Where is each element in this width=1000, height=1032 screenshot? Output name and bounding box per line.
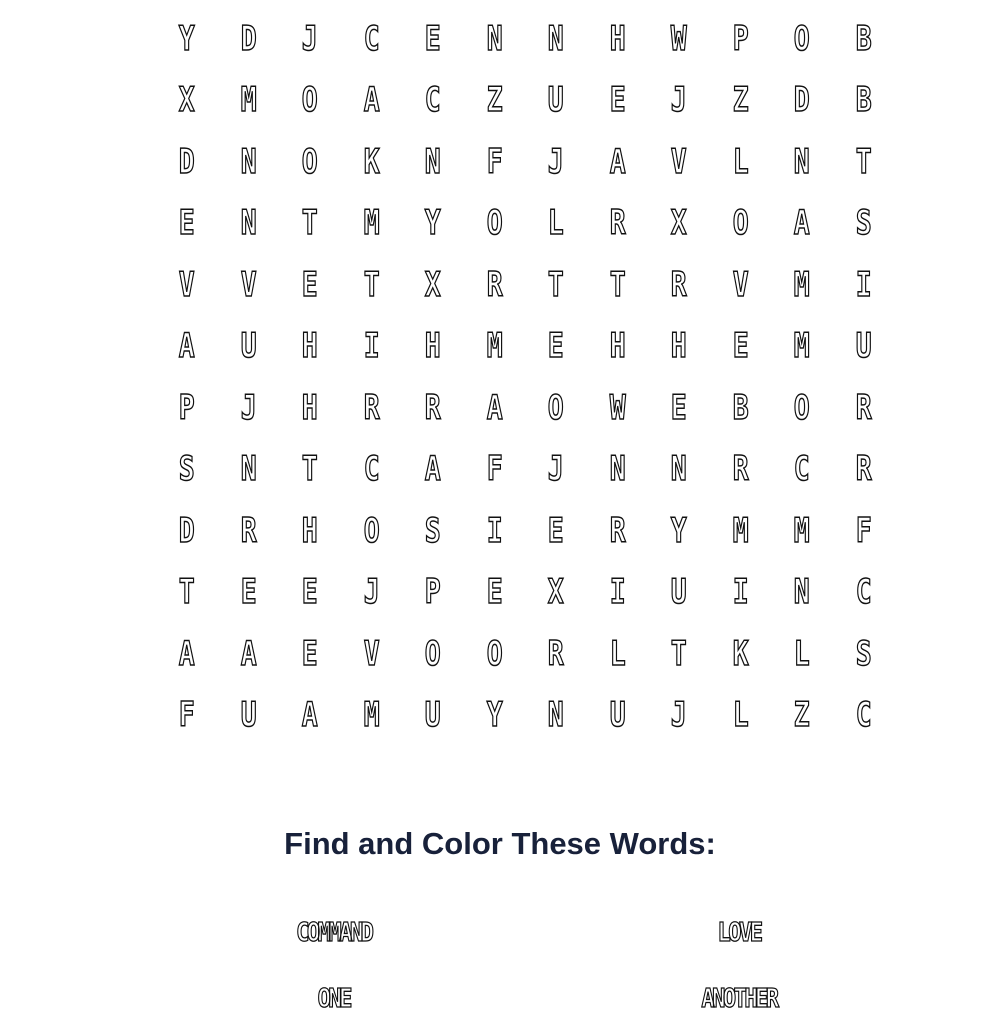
grid-letter[interactable]: Y xyxy=(178,18,195,59)
grid-letter[interactable]: E xyxy=(178,203,195,244)
grid-letter[interactable]: L xyxy=(793,633,810,674)
word-list-item: LOVE xyxy=(717,918,761,948)
grid-letter[interactable]: X xyxy=(178,80,195,121)
grid-letter[interactable]: Z xyxy=(793,695,810,736)
grid-letter[interactable]: U xyxy=(240,695,257,736)
grid-letter[interactable]: J xyxy=(240,387,257,428)
word-list-item: COMMAND xyxy=(296,918,372,948)
grid-letter[interactable]: T xyxy=(855,141,872,182)
grid-letter[interactable]: N xyxy=(240,141,257,182)
grid-letter[interactable]: D xyxy=(178,141,195,182)
grid-letter[interactable]: O xyxy=(424,633,441,674)
grid-letter[interactable]: H xyxy=(301,326,318,367)
grid-letter[interactable]: M xyxy=(486,326,503,367)
grid-letter[interactable]: O xyxy=(547,387,564,428)
grid-letter[interactable]: R xyxy=(363,387,380,428)
letter-grid xyxy=(156,8,894,746)
grid-letter[interactable]: X xyxy=(424,264,441,305)
word-list-item: ANOTHER xyxy=(701,984,777,1014)
grid-letter[interactable]: M xyxy=(363,203,380,244)
grid-letter[interactable]: A xyxy=(424,449,441,490)
grid-letter[interactable]: F xyxy=(855,510,872,551)
grid-letter[interactable]: M xyxy=(732,510,749,551)
grid-letter[interactable]: I xyxy=(363,326,380,367)
grid-letter[interactable]: T xyxy=(301,449,318,490)
grid-letter[interactable]: L xyxy=(547,203,564,244)
grid-letter[interactable]: I xyxy=(609,572,626,613)
grid-letter[interactable]: F xyxy=(486,141,503,182)
grid-letter[interactable]: E xyxy=(424,18,441,59)
grid-letter[interactable]: V xyxy=(670,141,687,182)
grid-letter[interactable]: D xyxy=(178,510,195,551)
grid-letter[interactable]: C xyxy=(855,572,872,613)
grid-letter[interactable]: X xyxy=(670,203,687,244)
grid-letter[interactable]: R xyxy=(240,510,257,551)
grid-letter[interactable]: U xyxy=(547,80,564,121)
grid-letter[interactable]: R xyxy=(855,387,872,428)
grid-letter[interactable]: N xyxy=(609,449,626,490)
grid-letter[interactable]: R xyxy=(609,203,626,244)
grid-letter[interactable]: K xyxy=(732,633,749,674)
grid-letter[interactable]: T xyxy=(547,264,564,305)
grid-letter[interactable]: T xyxy=(178,572,195,613)
grid-letter[interactable]: R xyxy=(732,449,749,490)
grid-letter[interactable]: C xyxy=(855,695,872,736)
grid-letter[interactable]: W xyxy=(670,18,687,59)
word-list-title: Find and Color These Words: xyxy=(284,826,716,861)
grid-letter[interactable]: K xyxy=(363,141,380,182)
grid-letter[interactable]: M xyxy=(793,510,810,551)
grid-letter[interactable]: H xyxy=(301,510,318,551)
grid-letter[interactable]: A xyxy=(301,695,318,736)
grid-letter[interactable]: O xyxy=(301,141,318,182)
grid-letter[interactable]: T xyxy=(301,203,318,244)
grid-letter[interactable]: N xyxy=(670,449,687,490)
grid-letter[interactable]: D xyxy=(240,18,257,59)
grid-letter[interactable]: O xyxy=(793,18,810,59)
grid-letter[interactable]: O xyxy=(486,203,503,244)
grid-letter[interactable]: L xyxy=(732,141,749,182)
grid-letter[interactable]: Y xyxy=(424,203,441,244)
grid-letter[interactable]: L xyxy=(609,633,626,674)
grid-letter[interactable]: C xyxy=(363,449,380,490)
grid-letter[interactable]: Z xyxy=(486,80,503,121)
word-list-item: ONE xyxy=(317,984,350,1014)
grid-letter[interactable]: E xyxy=(301,264,318,305)
grid-letter[interactable]: M xyxy=(793,264,810,305)
grid-letter[interactable]: N xyxy=(547,695,564,736)
grid-letter[interactable]: O xyxy=(301,80,318,121)
grid-letter[interactable]: R xyxy=(424,387,441,428)
grid-letter[interactable]: H xyxy=(670,326,687,367)
grid-letter[interactable]: A xyxy=(178,633,195,674)
grid-letter[interactable]: O xyxy=(793,387,810,428)
grid-letter[interactable]: A xyxy=(363,80,380,121)
grid-letter[interactable]: C xyxy=(424,80,441,121)
grid-letter[interactable]: A xyxy=(178,326,195,367)
grid-letter[interactable]: M xyxy=(363,695,380,736)
grid-letter[interactable]: U xyxy=(670,572,687,613)
grid-letter[interactable]: F xyxy=(178,695,195,736)
grid-letter[interactable]: C xyxy=(363,18,380,59)
grid-letter[interactable]: H xyxy=(609,18,626,59)
grid-letter[interactable]: T xyxy=(609,264,626,305)
grid-letter[interactable]: N xyxy=(424,141,441,182)
grid-letter[interactable]: P xyxy=(732,18,749,59)
grid-letter[interactable]: J xyxy=(363,572,380,613)
grid-letter[interactable]: F xyxy=(486,449,503,490)
grid-letter[interactable]: T xyxy=(363,264,380,305)
grid-letter[interactable]: I xyxy=(486,510,503,551)
grid-letter[interactable]: R xyxy=(547,633,564,674)
grid-letter[interactable]: J xyxy=(301,18,318,59)
grid-letter[interactable]: S xyxy=(855,203,872,244)
grid-letter[interactable]: P xyxy=(424,572,441,613)
grid-letter[interactable]: N xyxy=(240,449,257,490)
grid-letter[interactable]: Y xyxy=(670,510,687,551)
grid-letter[interactable]: S xyxy=(178,449,195,490)
grid-letter[interactable]: U xyxy=(855,326,872,367)
grid-letter[interactable]: U xyxy=(240,326,257,367)
grid-letter[interactable]: L xyxy=(732,695,749,736)
grid-letter[interactable]: C xyxy=(793,449,810,490)
grid-letter[interactable]: H xyxy=(609,326,626,367)
grid-letter[interactable]: E xyxy=(732,326,749,367)
grid-letter[interactable]: E xyxy=(240,572,257,613)
grid-letter[interactable]: R xyxy=(670,264,687,305)
grid-letter[interactable]: Z xyxy=(732,80,749,121)
grid-letter[interactable]: E xyxy=(609,80,626,121)
grid-letter[interactable]: J xyxy=(670,695,687,736)
grid-letter[interactable]: O xyxy=(486,633,503,674)
grid-letter[interactable]: A xyxy=(609,141,626,182)
grid-letter[interactable]: W xyxy=(609,387,626,428)
grid-letter[interactable]: N xyxy=(547,18,564,59)
grid-letter[interactable]: S xyxy=(424,510,441,551)
grid-letter[interactable]: B xyxy=(732,387,749,428)
grid-letter[interactable]: E xyxy=(547,510,564,551)
grid-letter[interactable]: R xyxy=(855,449,872,490)
grid-letter[interactable]: V xyxy=(363,633,380,674)
grid-letter[interactable]: V xyxy=(178,264,195,305)
grid-letter[interactable]: P xyxy=(178,387,195,428)
grid-letter[interactable]: E xyxy=(301,572,318,613)
word-list xyxy=(180,900,880,1032)
grid-letter[interactable]: E xyxy=(670,387,687,428)
grid-letter[interactable]: I xyxy=(855,264,872,305)
grid-letter[interactable]: N xyxy=(240,203,257,244)
grid-letter[interactable]: H xyxy=(424,326,441,367)
grid-letter[interactable]: V xyxy=(240,264,257,305)
grid-letter[interactable]: I xyxy=(732,572,749,613)
grid-letter[interactable]: R xyxy=(609,510,626,551)
grid-letter[interactable]: A xyxy=(240,633,257,674)
grid-letter[interactable]: N xyxy=(486,18,503,59)
grid-letter[interactable]: U xyxy=(609,695,626,736)
grid-letter[interactable]: E xyxy=(547,326,564,367)
grid-letter[interactable]: E xyxy=(486,572,503,613)
grid-letter[interactable]: A xyxy=(486,387,503,428)
grid-letter[interactable]: J xyxy=(547,141,564,182)
grid-letter[interactable]: O xyxy=(363,510,380,551)
grid-letter[interactable]: E xyxy=(301,633,318,674)
grid-letter[interactable]: O xyxy=(732,203,749,244)
grid-letter[interactable]: Y xyxy=(486,695,503,736)
grid-letter[interactable]: N xyxy=(793,572,810,613)
grid-letter[interactable]: R xyxy=(486,264,503,305)
grid-letter[interactable]: J xyxy=(670,80,687,121)
grid-letter[interactable]: A xyxy=(793,203,810,244)
grid-letter[interactable]: S xyxy=(855,633,872,674)
grid-letter[interactable]: B xyxy=(855,18,872,59)
grid-letter[interactable]: J xyxy=(547,449,564,490)
grid-letter[interactable]: M xyxy=(240,80,257,121)
grid-letter[interactable]: U xyxy=(424,695,441,736)
grid-letter[interactable]: T xyxy=(670,633,687,674)
grid-letter[interactable]: X xyxy=(547,572,564,613)
grid-letter[interactable]: M xyxy=(793,326,810,367)
grid-letter[interactable]: D xyxy=(793,80,810,121)
grid-letter[interactable]: B xyxy=(855,80,872,121)
grid-letter[interactable]: V xyxy=(732,264,749,305)
grid-letter[interactable]: N xyxy=(793,141,810,182)
grid-letter[interactable]: H xyxy=(301,387,318,428)
